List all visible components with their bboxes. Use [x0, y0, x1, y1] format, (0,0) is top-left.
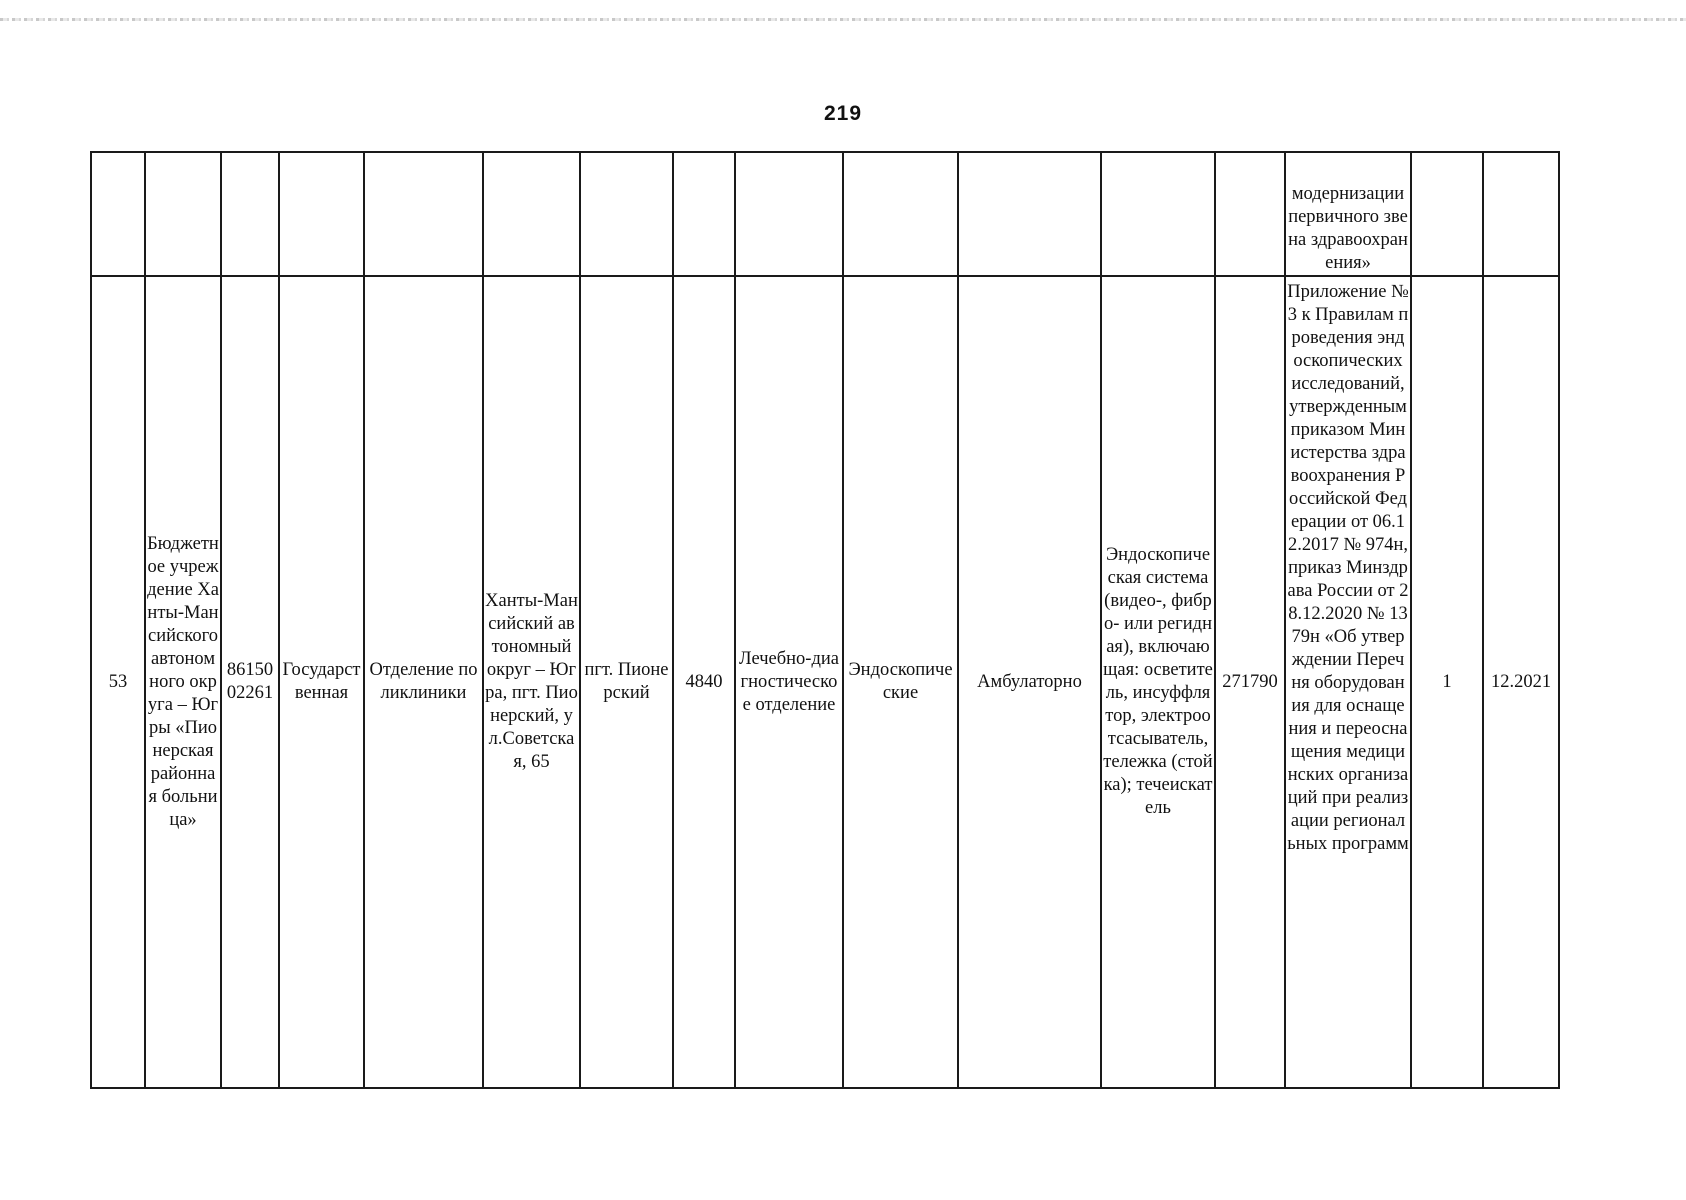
justification-continued-text: модернизации первичного звена здравоохранения»	[1288, 184, 1408, 273]
cell-empty	[1101, 152, 1215, 276]
cell-empty	[1215, 152, 1285, 276]
cell-code	[221, 276, 279, 1088]
address-text: Ханты-Мансийский автономный округ – Югра, пгт. Пионерский, ул.Советская, 65	[485, 591, 578, 772]
cell-locality	[580, 276, 673, 1088]
cell-empty	[1411, 152, 1483, 276]
cell-care-conditions	[958, 276, 1101, 1088]
organization-text: Бюджетное учреждение Ханты-Мансийского автономного округа – Югры «Пионерская районная больница»	[147, 533, 219, 830]
unit-text: Отделение поликлиники	[369, 660, 478, 703]
cell-unit	[364, 276, 483, 1088]
population-text: 4840	[685, 671, 723, 692]
cell-population	[673, 276, 735, 1088]
cell-department	[735, 276, 843, 1088]
cell-empty	[843, 152, 958, 276]
locality-text: пгт. Пионерский	[584, 660, 669, 703]
cell-empty	[91, 152, 145, 276]
justification-text: Приложение № 3 к Правилам проведения эндоскопических исследований, утвержденным приказом Министерства здравоохранения Российской Федерации от 06.12.2017 № 974н, приказ Минздрава России от 28.12.2020 № 1379н «Об утверждении Перечня оборудования для оснащения и переоснащения медицинских организаций при реализации региональных программ	[1287, 282, 1409, 854]
cell-equipment-code	[1215, 276, 1285, 1088]
cell-empty	[1483, 152, 1559, 276]
cell-empty	[483, 152, 580, 276]
cell-ownership	[279, 276, 364, 1088]
cell-empty	[580, 152, 673, 276]
cell-justification	[1285, 276, 1411, 1088]
cell-quantity	[1411, 276, 1483, 1088]
cell-empty	[145, 152, 221, 276]
code-text: 8615002261	[226, 660, 274, 703]
cell-address	[483, 276, 580, 1088]
cell-empty	[958, 152, 1101, 276]
cell-empty	[279, 152, 364, 276]
cell-equipment	[1101, 276, 1215, 1088]
page-number: 219	[823, 102, 863, 125]
cell-row-number	[91, 276, 145, 1088]
department-text: Лечебно-диагностическое отделение	[739, 648, 839, 715]
equipment-table	[90, 151, 1560, 1089]
cell-profile	[843, 276, 958, 1088]
cell-empty	[735, 152, 843, 276]
cell-empty	[673, 152, 735, 276]
cell-justification-continued	[1285, 152, 1411, 276]
ownership-text: Государственная	[282, 660, 361, 703]
cell-empty	[221, 152, 279, 276]
date-text: 12.2021	[1490, 671, 1552, 692]
profile-text: Эндоскопические	[848, 660, 953, 703]
quantity-text: 1	[1442, 671, 1452, 692]
scan-edge-noise	[0, 18, 1686, 21]
cell-organization	[145, 276, 221, 1088]
row-number-text: 53	[108, 671, 128, 692]
equipment-text: Эндоскопическая система (видео-, фибро- или регидная), включающая: осветитель, инсуффлятор, электроотсасыватель, тележка (стойка); течеискатель	[1103, 545, 1213, 818]
cell-empty	[364, 152, 483, 276]
cell-date	[1483, 276, 1559, 1088]
care-conditions-text: Амбулаторно	[977, 671, 1082, 692]
table-row-53	[91, 276, 1559, 1088]
table-row-continued	[91, 152, 1559, 276]
equipment-code-text: 271790	[1222, 671, 1278, 692]
